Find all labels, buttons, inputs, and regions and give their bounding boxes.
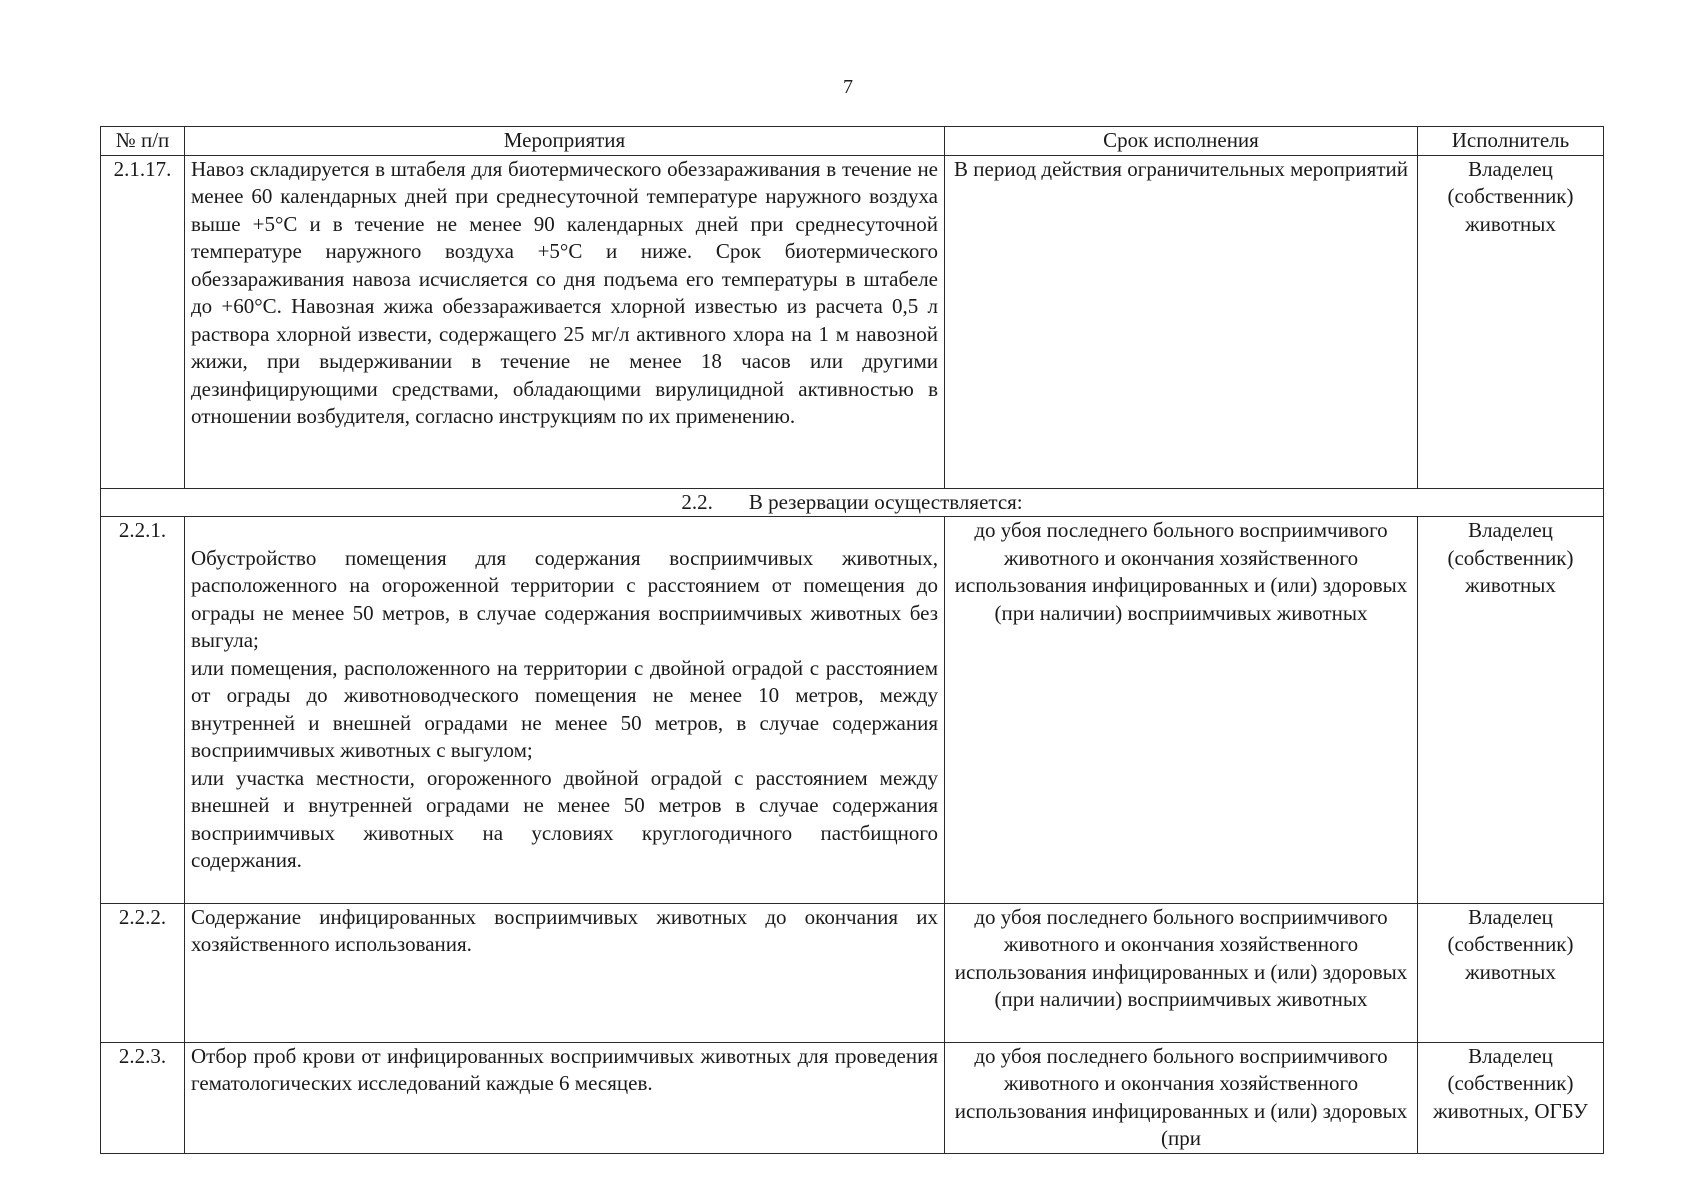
row-number: 2.2.2. xyxy=(101,903,185,1042)
row-executor: Владелец (собственник) животных xyxy=(1418,155,1604,488)
table-header-row xyxy=(101,127,1604,156)
row-measure-text: Содержание инфицированных восприимчивых животных до окончания их хозяйственного использования. xyxy=(185,903,945,1042)
section-title: В резервации осуществляется: xyxy=(748,489,1023,514)
row-executor: Владелец (собственник) животных, ОГБУ xyxy=(1418,1042,1604,1153)
header-measures: Мероприятия xyxy=(185,127,945,156)
measure-paragraph: Обустройство помещения для содержания восприимчивых животных, расположенного на огороженной территории с расстоянием от помещения до ограды не менее 50 метров, в случае содержания восприимчивых животных без выгула; xyxy=(191,545,938,652)
section-number: 2.2. xyxy=(681,489,713,514)
header-executor: Исполнитель xyxy=(1418,127,1604,156)
page-number: 7 xyxy=(843,76,853,98)
header-number: № п/п xyxy=(101,127,185,156)
header-term: Срок исполнения xyxy=(945,127,1418,156)
row-number: 2.2.3. xyxy=(101,1042,185,1153)
row-number: 2.2.1. xyxy=(101,517,185,904)
table-row xyxy=(101,1042,1604,1153)
row-measure-text: Отбор проб крови от инфицированных восприимчивых животных для проведения гематологических исследований каждые 6 месяцев. xyxy=(185,1042,945,1153)
row-term: до убоя последнего больного восприимчивого животного и окончания хозяйственного использования инфицированных и (или) здоровых (при xyxy=(945,1042,1418,1153)
row-measure-text xyxy=(185,517,945,904)
row-term: В период действия ограничительных мероприятий xyxy=(945,155,1418,488)
row-term: до убоя последнего больного восприимчивого животного и окончания хозяйственного использования инфицированных и (или) здоровых (при наличии) восприимчивых животных xyxy=(945,517,1418,904)
section-heading xyxy=(101,488,1604,517)
row-number: 2.1.17. xyxy=(101,155,185,488)
section-row xyxy=(101,488,1604,517)
table-row xyxy=(101,903,1604,1042)
row-executor: Владелец (собственник) животных xyxy=(1418,903,1604,1042)
table-row xyxy=(101,155,1604,488)
measure-paragraph: или участка местности, огороженного двойной оградой с расстоянием между внешней и внутренней оградами не менее 50 метров в случае содержания восприимчивых животных на условиях круглогодичного пастбищного содержания. xyxy=(191,765,938,872)
measures-table xyxy=(100,126,1604,1154)
row-executor: Владелец (собственник) животных xyxy=(1418,517,1604,904)
measure-paragraph: или помещения, расположенного на территории с двойной оградой с расстоянием от ограды до животноводческого помещения не менее 10 метров, между внутренней и внешней оградами не менее 50 метров, в случае содержания восприимчивых животных с выгулом; xyxy=(191,655,938,762)
row-term: до убоя последнего больного восприимчивого животного и окончания хозяйственного использования инфицированных и (или) здоровых (при наличии) восприимчивых животных xyxy=(945,903,1418,1042)
table-row xyxy=(101,517,1604,904)
row-measure-text: Навоз складируется в штабеля для биотермического обеззараживания в течение не менее 60 календарных дней при среднесуточной температуре наружного воздуха выше +5°С и в течение не менее 90 календарных дней при среднесуточной температуре наружного воздуха +5°С и ниже. Срок биотермического обеззараживания навоза исчисляется со дня подъема его температуры в штабеле до +60°С. Навозная жижа обеззараживается хлорной известью из расчета 0,5 л раствора хлорной извести, содержащего 25 мг/л активного хлора на 1 м навозной жижи, при выдерживании в течение не менее 18 часов или другими дезинфицирующими средствами, обладающими вирулицидной активностью в отношении возбудителя, согласно инструкциям по их применению. xyxy=(185,155,945,488)
